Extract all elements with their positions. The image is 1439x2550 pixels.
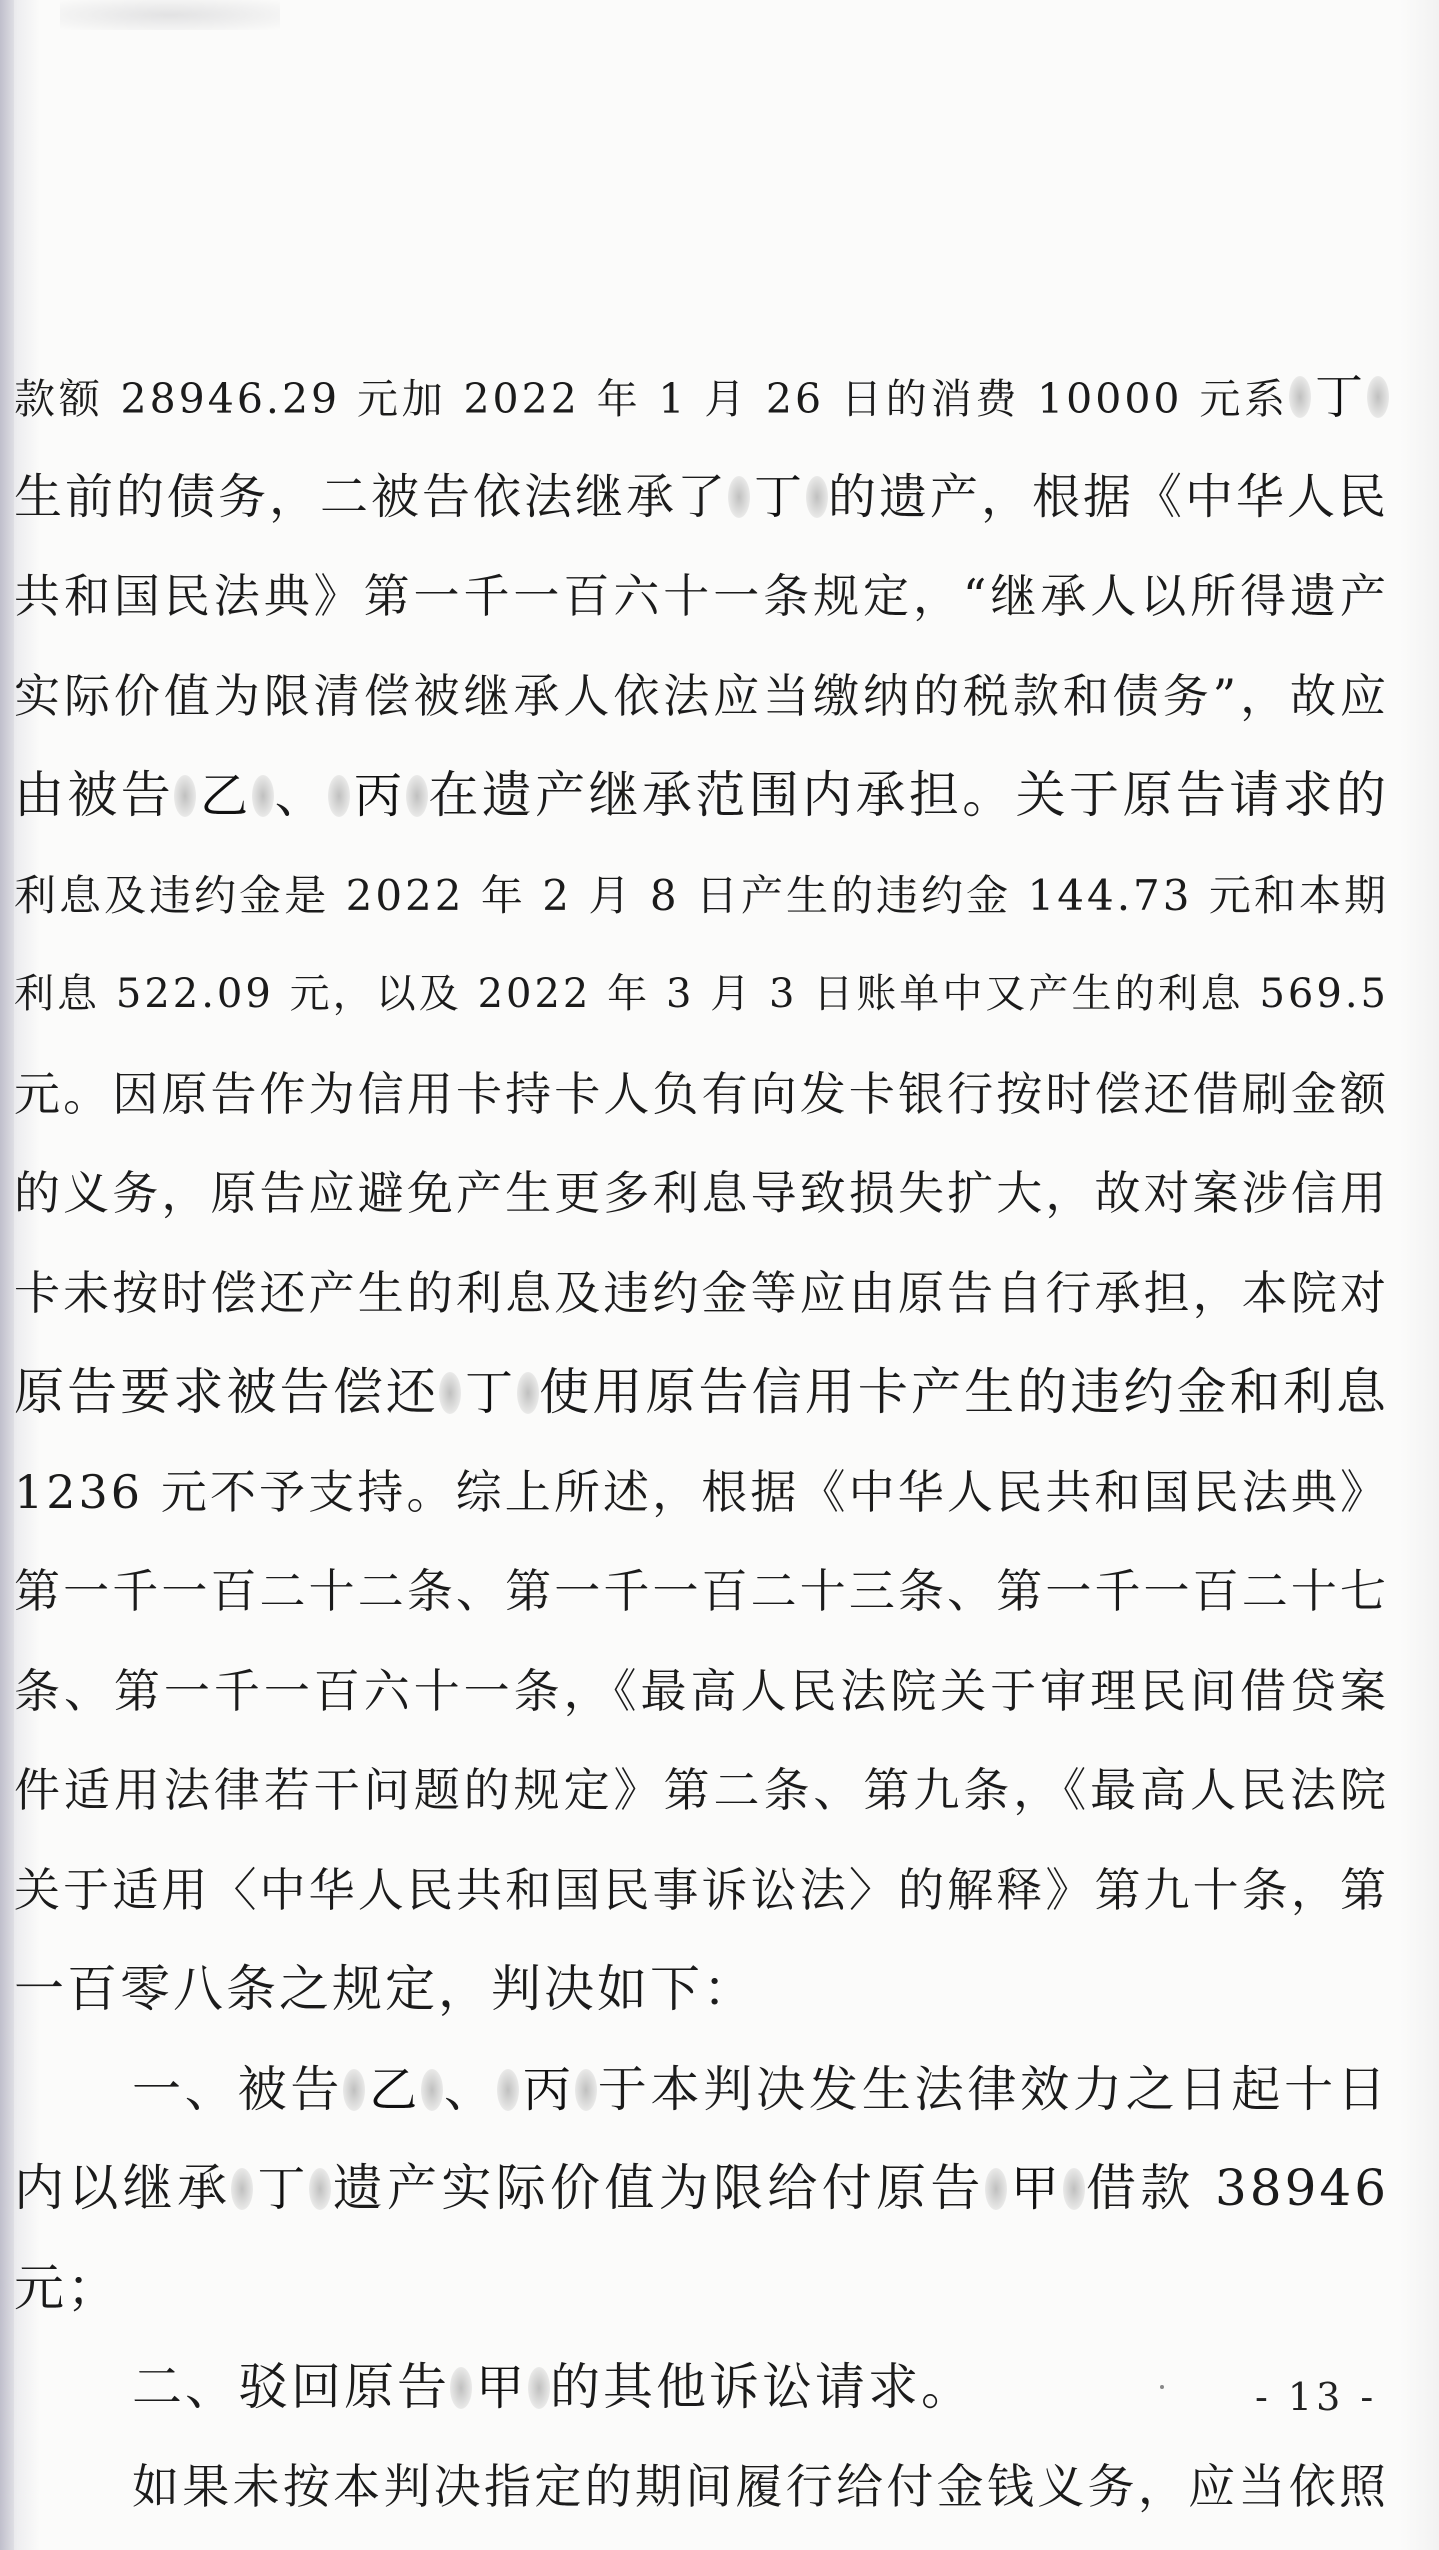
text-line: 利息 522.09 元，以及 2022 年 3 月 3 日账单中又产生的利息 569.5 xyxy=(14,971,1389,1017)
redacted-name: 丁 xyxy=(231,2140,331,2240)
text-line: 利息及违约金是 2022 年 2 月 8 日产生的违约金 144.73 元和本期 xyxy=(14,870,1389,920)
text-line: 元； xyxy=(14,2258,120,2317)
text-line: 由被告 乙 、 丙 在遗产继承范围内承担。关于原告请求的 xyxy=(14,746,1389,846)
text-line: 条、第一千一百六十一条，《最高人民法院关于审理民间借贷案 xyxy=(14,1663,1389,1718)
text-line: 款额 28946.29 元加 2022 年 1 月 26 日的消费 10000 元系 丁 xyxy=(14,348,1389,448)
text-line: 卡未按时偿还产生的利息及违约金等应由原告自行承担，本院对 xyxy=(14,1265,1389,1320)
text-line: 件适用法律若干问题的规定》第二条、第九条，《最高人民法院 xyxy=(14,1763,1389,1817)
redacted-name: 丙 xyxy=(328,747,428,847)
redacted-name: 丁 xyxy=(728,448,828,548)
redacted-name: 甲 xyxy=(985,2140,1085,2240)
redacted-name: 乙 xyxy=(174,747,274,847)
scan-edge-shadow xyxy=(0,0,14,2550)
text-line: 原告要求被告偿还 丁 使用原告信用卡产生的违约金和利息 xyxy=(14,1343,1389,1443)
text-line: 生前的债务，二被告依法继承了 丁 的遗产，根据《中华人民 xyxy=(14,448,1389,548)
redacted-name: 甲 xyxy=(450,2339,550,2439)
text-line: 一百零八条之规定，判决如下： xyxy=(14,1960,756,2018)
text-line: 内以继承 丁 遗产实际价值为限给付原告 甲 借款 38946 xyxy=(14,2139,1389,2239)
scan-speck xyxy=(1160,2385,1164,2389)
redacted-name: 丁 xyxy=(439,1344,539,1444)
text-line: 1236 元不予支持。综上所述，根据《中华人民共和国民法典》 xyxy=(14,1464,1389,1519)
text-line: 关于适用〈中华人民共和国民事诉讼法〉的解释》第九十条，第 xyxy=(14,1862,1389,1917)
page-number: - 13 - xyxy=(1255,2375,1378,2419)
redacted-name: 丁 xyxy=(1289,348,1389,448)
redacted-name: 丙 xyxy=(497,2041,597,2141)
text-line: 共和国民法典》第一千一百六十一条规定，“继承人以所得遗产 xyxy=(14,569,1389,623)
text-line: 实际价值为限清偿被继承人依法应当缴纳的税款和债务”，故应 xyxy=(14,668,1389,723)
scan-smudge xyxy=(60,0,280,30)
text-line: 元。因原告作为信用卡持卡人负有向发卡银行按时偿还借刷金额 xyxy=(14,1066,1389,1121)
judgment-item-1: 一、被告 乙 、 丙 于本判决发生法律效力之日起十日 xyxy=(14,2040,1389,2140)
document-body xyxy=(14,348,1389,2537)
redacted-name: 乙 xyxy=(343,2041,443,2141)
text-line: 如果未按本判决指定的期间履行给付金钱义务，应当依照 xyxy=(132,2459,1389,2515)
judgment-item-2: 二、驳回原告 甲 的其他诉讼请求。 xyxy=(14,2338,1389,2438)
text-line: 第一千一百二十二条、第一千一百二十三条、第一千一百二十七 xyxy=(14,1564,1389,1618)
text-line: 的义务，原告应避免产生更多利息导致损失扩大，故对案涉信用 xyxy=(14,1166,1389,1220)
